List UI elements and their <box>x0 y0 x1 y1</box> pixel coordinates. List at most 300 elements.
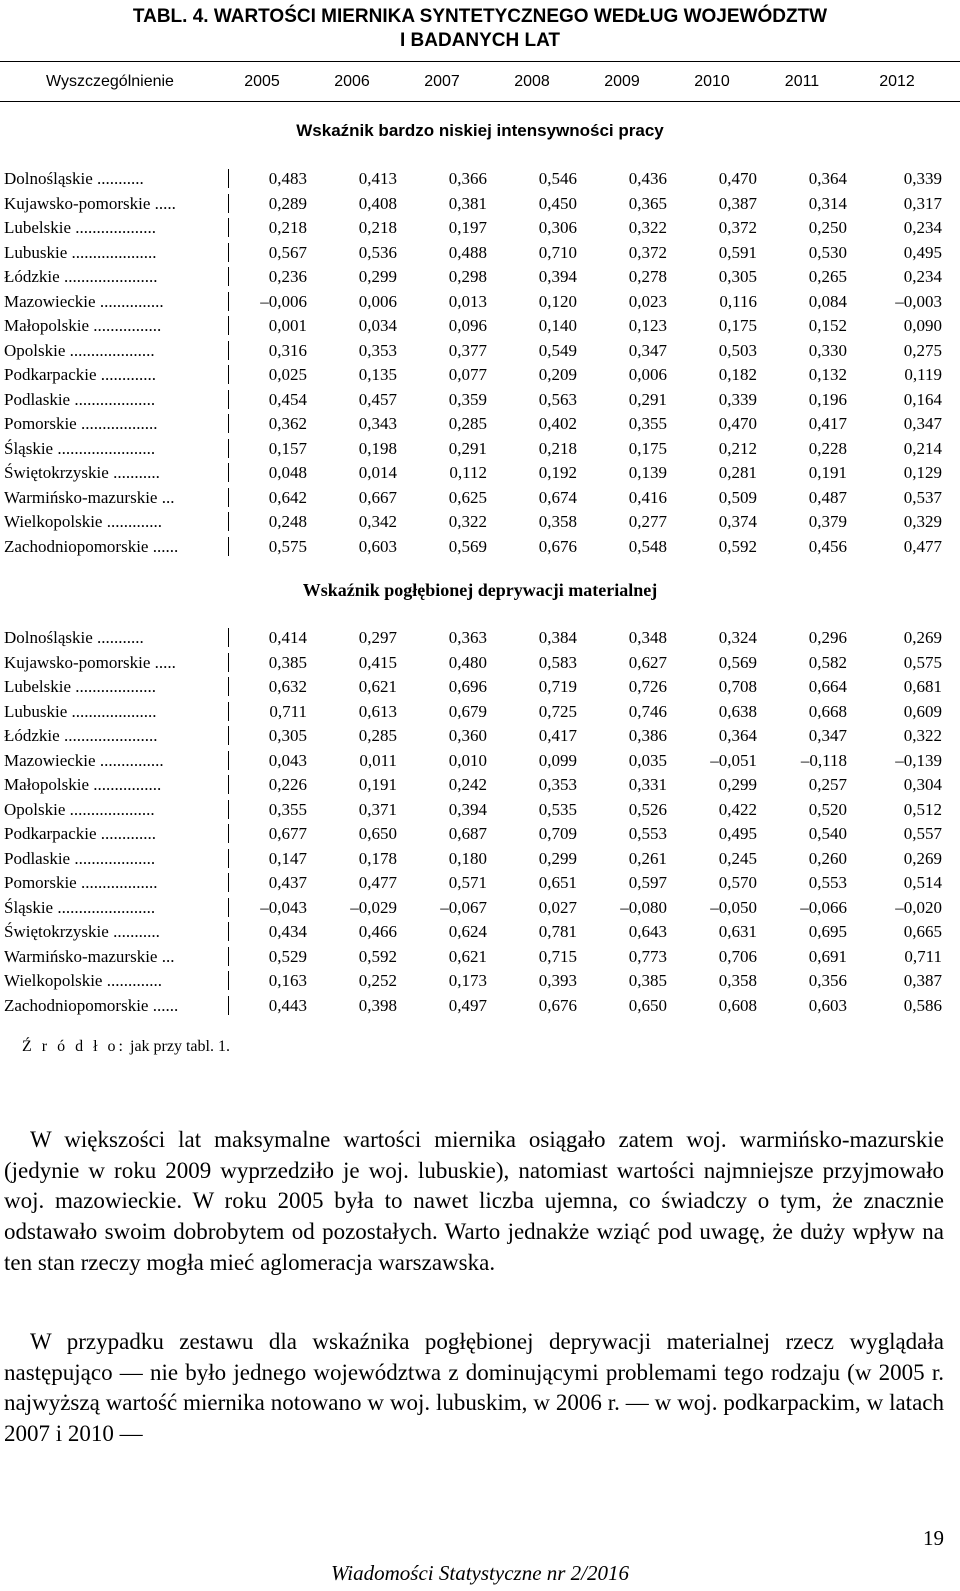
table-row <box>0 821 960 846</box>
value-cell: 0,402 <box>538 414 577 433</box>
value-cell: 0,377 <box>448 340 487 360</box>
value-cell: 0,503 <box>718 340 757 360</box>
region-label: Dolnośląskie ........... <box>4 628 144 647</box>
region-label: Opolskie .................... <box>4 799 155 819</box>
value-cell: 0,316 <box>268 340 307 360</box>
value-cell: 0,163 <box>268 971 307 990</box>
value-cell: 0,667 <box>358 487 397 507</box>
value-cell: 0,557 <box>903 824 942 843</box>
value-cell: 0,178 <box>358 848 397 868</box>
value-cell: 0,322 <box>903 726 942 745</box>
value-cell: 0,477 <box>358 873 397 892</box>
value-cell: 0,571 <box>448 873 487 892</box>
value-cell: 0,372 <box>718 218 757 237</box>
table-row <box>0 723 960 748</box>
region-label: Świętokrzyskie ........... <box>4 463 160 482</box>
value-cell: 0,674 <box>538 487 577 507</box>
value-cell: 0,257 <box>808 775 847 794</box>
value-cell: 0,597 <box>628 873 667 892</box>
value-cell: 0,355 <box>268 799 307 819</box>
value-cell: 0,668 <box>808 701 847 721</box>
value-cell: 0,470 <box>718 169 757 188</box>
value-cell: 0,048 <box>268 463 307 482</box>
table-row <box>0 846 960 871</box>
region-label: Warmińsko-mazurskie ... <box>4 946 175 966</box>
value-cell: 0,365 <box>628 193 667 213</box>
value-cell: 0,289 <box>268 193 307 213</box>
region-label: Pomorskie .................. <box>4 414 158 433</box>
value-cell: 0,025 <box>268 365 307 384</box>
region-label: Świętokrzyskie ........... <box>4 922 160 941</box>
value-cell: 0,331 <box>628 775 667 794</box>
region-label: Wielkopolskie ............. <box>4 512 162 531</box>
value-cell: 0,197 <box>448 218 487 237</box>
value-cell: 0,643 <box>628 922 667 941</box>
value-cell: 0,514 <box>903 873 942 892</box>
value-cell: 0,715 <box>538 946 577 966</box>
value-cell: 0,536 <box>358 242 397 262</box>
table-row <box>0 264 960 289</box>
value-cell: 0,236 <box>268 267 307 286</box>
value-cell: 0,013 <box>448 291 487 311</box>
value-cell: 0,218 <box>538 438 577 458</box>
body-paragraph-2: W przypadku zestawu dla wskaźnika pogłębionej deprywacji materialnej rzecz wyglądała następująco — nie było jednego województwa z dominującymi problemami tego rodzaju (w 2005 r. najwyższą wartość miernika notowano w woj. lubuskim, w 2006 r. — w woj. podkarpackim, w latach 2007 i 2010 — <box>4 1329 944 1447</box>
header-bottom-rule <box>0 101 960 102</box>
value-cell: 0,245 <box>718 848 757 868</box>
value-cell: –0,006 <box>260 291 307 311</box>
value-cell: 0,281 <box>718 463 757 482</box>
table-row <box>0 797 960 822</box>
value-cell: 0,322 <box>628 218 667 237</box>
value-cell: 0,535 <box>538 799 577 819</box>
value-cell: 0,299 <box>538 848 577 868</box>
value-cell: 0,006 <box>358 291 397 311</box>
value-cell: 0,269 <box>903 628 942 647</box>
value-cell: –0,066 <box>800 897 847 917</box>
value-cell: 0,196 <box>808 389 847 409</box>
value-cell: 0,443 <box>268 995 307 1015</box>
value-cell: 0,291 <box>628 389 667 409</box>
value-cell: 0,342 <box>358 512 397 531</box>
region-label: Podlaskie ................... <box>4 848 156 868</box>
value-cell: 0,387 <box>903 971 942 990</box>
value-cell: 0,140 <box>538 316 577 335</box>
value-cell: 0,537 <box>903 487 942 507</box>
value-cell: 0,277 <box>628 512 667 531</box>
value-cell: 0,497 <box>448 995 487 1015</box>
value-cell: 0,014 <box>358 463 397 482</box>
region-label: Pomorskie .................. <box>4 873 158 892</box>
value-cell: 0,305 <box>268 726 307 745</box>
region-label: Kujawsko-pomorskie ..... <box>4 193 176 213</box>
table-row <box>0 944 960 969</box>
value-cell: –0,080 <box>620 897 667 917</box>
value-cell: 0,625 <box>448 487 487 507</box>
value-cell: 0,603 <box>808 995 847 1015</box>
header-top-rule <box>0 61 960 62</box>
value-cell: 0,364 <box>808 169 847 188</box>
table-source-note <box>22 1036 230 1058</box>
source-text: jak przy tabl. 1. <box>126 1038 230 1055</box>
value-cell: 0,746 <box>628 701 667 721</box>
value-cell: 0,366 <box>448 169 487 188</box>
value-cell: 0,010 <box>448 750 487 770</box>
table-row <box>0 650 960 675</box>
value-cell: 0,360 <box>448 726 487 745</box>
value-cell: 0,212 <box>718 438 757 458</box>
table-row <box>0 191 960 216</box>
value-cell: 0,434 <box>268 922 307 941</box>
value-cell: 0,035 <box>628 750 667 770</box>
value-cell: 0,708 <box>718 677 757 696</box>
value-cell: 0,466 <box>358 922 397 941</box>
value-cell: 0,278 <box>628 267 667 286</box>
year-header: 2008 <box>514 73 550 90</box>
value-cell: 0,275 <box>903 340 942 360</box>
value-cell: 0,250 <box>808 218 847 237</box>
value-cell: 0,567 <box>268 242 307 262</box>
value-cell: 0,681 <box>903 677 942 696</box>
value-cell: 0,665 <box>903 922 942 941</box>
value-cell: 0,353 <box>538 775 577 794</box>
value-cell: 0,575 <box>268 536 307 556</box>
value-cell: 0,711 <box>269 701 307 721</box>
table-title-line-2: I BADANYCH LAT <box>399 30 561 51</box>
value-cell: 0,234 <box>903 218 942 237</box>
table-row <box>0 509 960 534</box>
value-cell: 0,285 <box>358 726 397 745</box>
value-cell: 0,575 <box>903 652 942 672</box>
region-label: Zachodniopomorskie ...... <box>4 995 179 1015</box>
table-row <box>0 534 960 559</box>
region-label: Mazowieckie ............... <box>4 291 164 311</box>
region-label: Małopolskie ................ <box>4 316 162 335</box>
value-cell: 0,043 <box>268 750 307 770</box>
value-cell: 0,228 <box>808 438 847 458</box>
table-row <box>0 895 960 920</box>
year-header: 2011 <box>784 73 820 90</box>
value-cell: 0,437 <box>268 873 307 892</box>
value-cell: 0,218 <box>268 218 307 237</box>
value-cell: 0,621 <box>358 677 397 696</box>
value-cell: 0,650 <box>628 995 667 1015</box>
value-cell: 0,706 <box>718 946 757 966</box>
value-cell: 0,631 <box>718 922 757 941</box>
value-cell: 0,234 <box>903 267 942 286</box>
value-cell: 0,139 <box>628 463 667 482</box>
value-cell: 0,339 <box>718 389 757 409</box>
value-cell: 0,214 <box>903 438 942 458</box>
value-cell: 0,393 <box>538 971 577 990</box>
value-cell: 0,299 <box>358 267 397 286</box>
year-header: 2005 <box>244 73 280 90</box>
value-cell: 0,456 <box>808 536 847 556</box>
value-cell: 0,387 <box>718 193 757 213</box>
value-cell: 0,123 <box>628 316 667 335</box>
value-cell: 0,299 <box>718 775 757 794</box>
table-row <box>0 625 960 650</box>
value-cell: 0,709 <box>538 824 577 843</box>
value-cell: 0,252 <box>358 971 397 990</box>
value-cell: 0,180 <box>448 848 487 868</box>
value-cell: 0,372 <box>628 242 667 262</box>
value-cell: 0,261 <box>628 848 667 868</box>
value-cell: 0,520 <box>808 799 847 819</box>
value-cell: 0,711 <box>904 946 942 966</box>
region-label: Dolnośląskie ........... <box>4 169 144 188</box>
year-header: 2012 <box>879 73 915 90</box>
value-cell: 0,191 <box>358 775 397 794</box>
value-cell: 0,116 <box>719 291 757 311</box>
value-cell: 0,260 <box>808 848 847 868</box>
value-cell: 0,603 <box>358 536 397 556</box>
value-cell: 0,638 <box>718 701 757 721</box>
value-cell: 0,415 <box>358 652 397 672</box>
region-label: Warmińsko-mazurskie ... <box>4 487 175 507</box>
value-cell: –0,139 <box>895 750 942 770</box>
region-label: Małopolskie ................ <box>4 775 162 794</box>
page-number: 19 <box>923 1526 944 1550</box>
value-cell: 0,422 <box>718 799 757 819</box>
value-cell: 0,457 <box>358 389 397 409</box>
value-cell: 0,677 <box>268 824 307 843</box>
table-row <box>0 215 960 240</box>
value-cell: 0,269 <box>903 848 942 868</box>
value-cell: 0,548 <box>628 536 667 556</box>
table-row <box>0 674 960 699</box>
value-cell: 0,549 <box>538 340 577 360</box>
table-row <box>0 338 960 363</box>
region-label: Podlaskie ................... <box>4 389 156 409</box>
value-cell: 0,363 <box>448 628 487 647</box>
value-cell: 0,329 <box>903 512 942 531</box>
value-cell: 0,679 <box>448 701 487 721</box>
value-cell: 0,099 <box>538 750 577 770</box>
value-cell: 0,725 <box>538 701 577 721</box>
table-row <box>0 748 960 773</box>
value-cell: 0,347 <box>628 340 667 360</box>
value-cell: 0,175 <box>718 316 757 335</box>
region-label: Opolskie .................... <box>4 340 155 360</box>
value-cell: 0,385 <box>628 971 667 990</box>
value-cell: 0,509 <box>718 487 757 507</box>
region-label: Śląskie ....................... <box>4 438 156 458</box>
value-cell: 0,781 <box>538 922 577 941</box>
value-cell: 0,359 <box>448 389 487 409</box>
value-cell: 0,317 <box>903 193 942 213</box>
value-cell: 0,356 <box>808 971 847 990</box>
value-cell: 0,011 <box>359 750 397 770</box>
value-cell: 0,676 <box>538 995 577 1015</box>
value-cell: 0,414 <box>268 628 307 647</box>
value-cell: 0,454 <box>268 389 307 409</box>
value-cell: 0,157 <box>268 438 307 458</box>
value-cell: 0,488 <box>448 242 487 262</box>
value-cell: 0,152 <box>808 316 847 335</box>
value-cell: 0,650 <box>358 824 397 843</box>
header-description: Wyszczególnienie <box>46 73 174 90</box>
value-cell: 0,621 <box>448 946 487 966</box>
year-header: 2006 <box>334 73 370 90</box>
value-cell: 0,096 <box>448 316 487 335</box>
value-cell: 0,385 <box>268 652 307 672</box>
value-cell: 0,001 <box>268 316 307 335</box>
value-cell: 0,006 <box>628 365 667 384</box>
value-cell: 0,417 <box>538 726 577 745</box>
value-cell: 0,526 <box>628 799 667 819</box>
value-cell: 0,347 <box>808 726 847 745</box>
table-row <box>0 919 960 944</box>
value-cell: 0,304 <box>903 775 942 794</box>
year-header: 2010 <box>694 73 730 90</box>
value-cell: 0,592 <box>718 536 757 556</box>
value-cell: 0,583 <box>538 652 577 672</box>
section-title-deprivation: Wskaźnik pogłębionej deprywacji materialnej <box>302 580 658 600</box>
value-cell: 0,371 <box>358 799 397 819</box>
value-cell: 0,719 <box>538 677 577 696</box>
value-cell: 0,339 <box>903 169 942 188</box>
value-cell: 0,135 <box>358 365 397 384</box>
value-cell: –0,003 <box>895 291 942 311</box>
value-cell: 0,198 <box>358 438 397 458</box>
value-cell: 0,483 <box>268 169 307 188</box>
value-cell: 0,570 <box>718 873 757 892</box>
value-cell: 0,164 <box>903 389 942 409</box>
value-cell: 0,384 <box>538 628 577 647</box>
value-cell: 0,343 <box>358 414 397 433</box>
region-label: Lubuskie .................... <box>4 242 157 262</box>
value-cell: 0,687 <box>448 824 487 843</box>
value-cell: 0,355 <box>628 414 667 433</box>
value-cell: 0,248 <box>268 512 307 531</box>
table-row <box>0 485 960 510</box>
value-cell: –0,043 <box>260 897 307 917</box>
value-cell: –0,067 <box>440 897 487 917</box>
region-label: Łódzkie ...................... <box>4 726 158 745</box>
table-row <box>0 460 960 485</box>
value-cell: 0,530 <box>808 242 847 262</box>
value-cell: 0,077 <box>448 365 487 384</box>
value-cell: –0,050 <box>710 897 757 917</box>
value-cell: –0,051 <box>710 750 757 770</box>
value-cell: 0,218 <box>358 218 397 237</box>
region-label: Łódzkie ...................... <box>4 267 158 286</box>
table-row <box>0 772 960 797</box>
value-cell: 0,330 <box>808 340 847 360</box>
region-label: Śląskie ....................... <box>4 897 156 917</box>
value-cell: 0,609 <box>903 701 942 721</box>
value-cell: 0,265 <box>808 267 847 286</box>
value-cell: 0,586 <box>903 995 942 1015</box>
table-title-line-1: TABL. 4. WARTOŚCI MIERNIKA SYNTETYCZNEGO WEDŁUG WOJEWÓDZTW <box>132 6 828 27</box>
value-cell: 0,470 <box>718 414 757 433</box>
region-label: Kujawsko-pomorskie ..... <box>4 652 176 672</box>
region-label: Podkarpackie ............. <box>4 824 157 843</box>
value-cell: 0,305 <box>718 267 757 286</box>
value-cell: 0,173 <box>448 971 487 990</box>
value-cell: 0,296 <box>808 628 847 647</box>
value-cell: 0,413 <box>358 169 397 188</box>
source-label: Ź r ó d ł o: <box>22 1038 126 1055</box>
section-title-work-intensity: Wskaźnik bardzo niskiej intensywności pracy <box>296 121 664 140</box>
value-cell: 0,417 <box>808 414 847 433</box>
table-row <box>0 313 960 338</box>
region-label: Zachodniopomorskie ...... <box>4 536 179 556</box>
value-cell: 0,381 <box>448 193 487 213</box>
value-cell: 0,112 <box>449 463 487 482</box>
value-cell: 0,209 <box>538 365 577 384</box>
region-label: Podkarpackie ............. <box>4 365 157 384</box>
value-cell: 0,540 <box>808 824 847 843</box>
value-cell: 0,773 <box>628 946 667 966</box>
region-label: Lubelskie ................... <box>4 677 157 696</box>
table-row <box>0 289 960 314</box>
table-row <box>0 870 960 895</box>
table-row <box>0 362 960 387</box>
value-cell: 0,512 <box>903 799 942 819</box>
value-cell: 0,297 <box>358 628 397 647</box>
value-cell: 0,132 <box>808 365 847 384</box>
value-cell: 0,358 <box>538 512 577 531</box>
value-cell: 0,696 <box>448 677 487 696</box>
value-cell: 0,347 <box>903 414 942 433</box>
region-label: Lubelskie ................... <box>4 218 157 237</box>
value-cell: 0,175 <box>628 438 667 458</box>
value-cell: 0,546 <box>538 169 577 188</box>
value-cell: 0,191 <box>808 463 847 482</box>
year-header: 2007 <box>424 73 460 90</box>
value-cell: 0,291 <box>448 438 487 458</box>
value-cell: 0,226 <box>268 775 307 794</box>
value-cell: 0,353 <box>358 340 397 360</box>
value-cell: 0,691 <box>808 946 847 966</box>
value-cell: 0,348 <box>628 628 667 647</box>
value-cell: 0,027 <box>538 897 577 917</box>
value-cell: 0,613 <box>358 701 397 721</box>
value-cell: 0,147 <box>268 848 307 868</box>
value-cell: 0,569 <box>718 652 757 672</box>
value-cell: 0,632 <box>268 677 307 696</box>
value-cell: 0,495 <box>903 242 942 262</box>
value-cell: 0,529 <box>268 946 307 966</box>
body-paragraph-1: W większości lat maksymalne wartości miernika osiągało zatem woj. warmińsko-mazurskie (jedynie w roku 2009 wyprzedziło je woj. lubuskie), natomiast wartości najmniejsze przyjmowało woj. mazowieckie. W roku 2005 była to nawet liczba ujemna, co świadczy o tym, że znacznie odstawało swoim dobrobytem od pozostałych. Warto jednakże wziąć pod uwagę, że duży wpływ na ten stan rzeczy mogła mieć aglomeracja warszawska. <box>4 1127 944 1275</box>
value-cell: 0,450 <box>538 193 577 213</box>
value-cell: 0,120 <box>538 291 577 311</box>
table-row <box>0 411 960 436</box>
year-header: 2009 <box>604 73 640 90</box>
table-row <box>0 436 960 461</box>
value-cell: 0,416 <box>628 487 667 507</box>
value-cell: 0,642 <box>268 487 307 507</box>
value-cell: 0,436 <box>628 169 667 188</box>
value-cell: 0,582 <box>808 652 847 672</box>
region-label: Wielkopolskie ............. <box>4 971 162 990</box>
value-cell: 0,495 <box>718 824 757 843</box>
value-cell: 0,608 <box>718 995 757 1015</box>
value-cell: 0,591 <box>718 242 757 262</box>
value-cell: 0,394 <box>448 799 487 819</box>
value-cell: 0,726 <box>628 677 667 696</box>
value-cell: 0,624 <box>448 922 487 941</box>
table-row <box>0 387 960 412</box>
value-cell: 0,084 <box>808 291 847 311</box>
value-cell: 0,379 <box>808 512 847 531</box>
value-cell: 0,119 <box>904 365 942 384</box>
value-cell: 0,487 <box>808 487 847 507</box>
value-cell: 0,651 <box>538 873 577 892</box>
table-row <box>0 699 960 724</box>
value-cell: 0,362 <box>268 414 307 433</box>
